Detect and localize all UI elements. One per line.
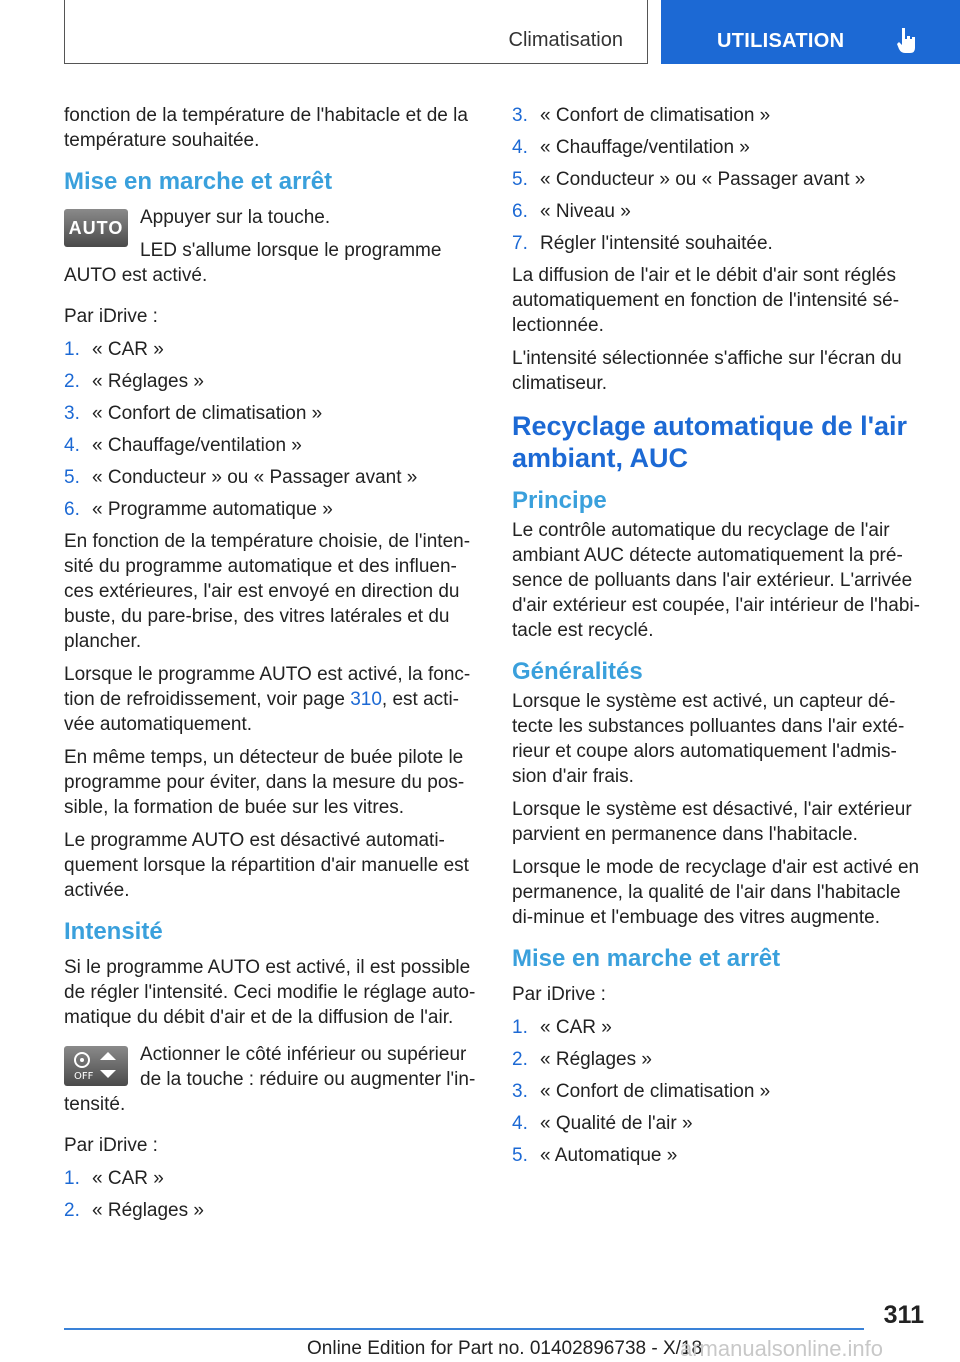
airflow-auto-paragraph: La diffusion de l'air et le débit d'air sont réglés automatiquement en fonction de l'intensité sé-lectionnée. <box>512 265 900 336</box>
list-item: 3. « Confort de climatisation » <box>64 403 323 424</box>
page-link[interactable]: 310 <box>350 689 382 710</box>
list-item: 4. « Qualité de l'air » <box>512 1113 693 1134</box>
led-text: LED s'allume lorsque le programme AUTO est activé. <box>64 240 442 286</box>
list-item: 6. « Programme automatique » <box>64 499 333 520</box>
intensity-paragraph: Si le programme AUTO est activé, il est possible de régler l'intensité. Ceci modifie le réglage auto-matique du débit d'air et de la diffusion de l'air. <box>64 957 476 1028</box>
auto-button-paragraph <box>64 205 484 296</box>
steps-list-1 <box>64 337 484 522</box>
list-item: 4. « Chauffage/ventilation » <box>64 435 302 456</box>
heading-principle: Principe <box>512 487 607 514</box>
actuate-text: Actionner le côté inférieur ou supérieur de la touche : réduire ou augmenter l'in-tensité. <box>64 1044 476 1115</box>
cooling-paragraph: Lorsque le programme AUTO est activé, la fonc-tion de refroidissement, voir page 310, est acti-vée automatiquement. <box>64 664 471 735</box>
general-paragraph-3: Lorsque le mode de recyclage d'air est activé en permanence, la qualité de l'air dans l'habitacle di-minue et l'embuage des vitres augmente. <box>512 857 920 928</box>
fan-button-image <box>64 1046 128 1086</box>
intro-paragraph: fonction de la température de l'habitacle et de la température souhaitée. <box>64 105 468 151</box>
list-item: 5. « Conducteur » ou « Passager avant » <box>512 169 866 190</box>
heading-general: Généralités <box>512 658 643 685</box>
auto-off-paragraph: Le programme AUTO est désactivé automati-quement lorsque la répartition d'air manuelle est activée. <box>64 830 469 901</box>
list-item: 1. « CAR » <box>512 1017 612 1038</box>
list-item: 5. « Automatique » <box>512 1145 678 1166</box>
auto-button-label: AUTO <box>68 217 124 238</box>
airflow-paragraph: En fonction de la température choisie, de l'inten-sité du programme automatique et des influen-ces extérieures, l'air est envoyé en direction du buste, du pare-brise, des vitres latérales et du plancher. <box>64 531 471 652</box>
fan-button-paragraph <box>64 1042 484 1125</box>
hand-pointer-icon <box>896 26 918 54</box>
list-item: 1. « CAR » <box>64 1168 164 1189</box>
list-item: 7. Régler l'intensité souhaitée. <box>512 233 773 254</box>
right-column <box>512 103 926 1175</box>
header-section-box <box>64 0 648 64</box>
page-number: 311 <box>883 1301 924 1329</box>
list-item: 2. « Réglages » <box>64 371 204 392</box>
watermark: armanualsonline.info <box>680 1336 884 1361</box>
list-item: 1. « CAR » <box>64 339 164 360</box>
header-chapter-tab[interactable] <box>661 0 960 64</box>
list-item: 2. « Réglages » <box>512 1049 652 1070</box>
fan-icon <box>66 1048 126 1084</box>
heading-auc: Recyclage automatique de l'air ambiant, AUC <box>512 411 908 473</box>
idrive-label-2: Par iDrive : <box>64 1135 158 1156</box>
steps-list-3 <box>512 1015 926 1168</box>
steps-list-2 <box>64 1166 484 1223</box>
footer-divider <box>64 1328 864 1330</box>
list-item: 2. « Réglages » <box>64 1200 204 1221</box>
idrive-label-3: Par iDrive : <box>512 984 606 1005</box>
press-button-text: Appuyer sur la touche. <box>140 207 331 228</box>
general-paragraph-2: Lorsque le système est désactivé, l'air extérieur parvient en permanence dans l'habitacle. <box>512 799 912 845</box>
principle-paragraph: Le contrôle automatique du recyclage de l'air ambiant AUC détecte automatiquement la pré-sence de polluants dans l'air extérieur. L'arrivée d'air extérieur est coupée, l'air intérieur de l'habi-tacle est recyclé. <box>512 520 920 641</box>
fog-detector-paragraph: En même temps, un détecteur de buée pilote le programme pour éviter, dans la mesure du pos-sible, la formation de buée sur les vitres. <box>64 747 465 818</box>
intensity-display-paragraph: L'intensité sélectionnée s'affiche sur l'écran du climatiseur. <box>512 348 902 394</box>
header-section-title: Climatisation <box>508 29 623 51</box>
heading-intensity: Intensité <box>64 918 163 945</box>
list-item: 3. « Confort de climatisation » <box>512 105 771 126</box>
list-item: 5. « Conducteur » ou « Passager avant » <box>64 467 418 488</box>
heading-on-off-2: Mise en marche et arrêt <box>512 945 781 972</box>
general-paragraph-1: Lorsque le système est activé, un capteur dé-tecte les substances polluantes dans l'air exté-rieur et coupe alors automatiquement l'admis-sion d'air frais. <box>512 691 905 787</box>
steps-list-continued <box>512 103 926 256</box>
fan-off-label: OFF <box>74 1071 94 1082</box>
header-chapter-title: UTILISATION <box>717 30 845 52</box>
list-item: 4. « Chauffage/ventilation » <box>512 137 750 158</box>
idrive-label: Par iDrive : <box>64 306 158 327</box>
footer-edition: Online Edition for Part no. 01402896738 - X/18 <box>307 1338 703 1359</box>
heading-on-off: Mise en marche et arrêt <box>64 168 333 195</box>
list-item: 3. « Confort de climatisation » <box>512 1081 771 1102</box>
left-column <box>64 103 484 1230</box>
list-item: 6. « Niveau » <box>512 201 631 222</box>
auto-button-image <box>64 209 128 247</box>
